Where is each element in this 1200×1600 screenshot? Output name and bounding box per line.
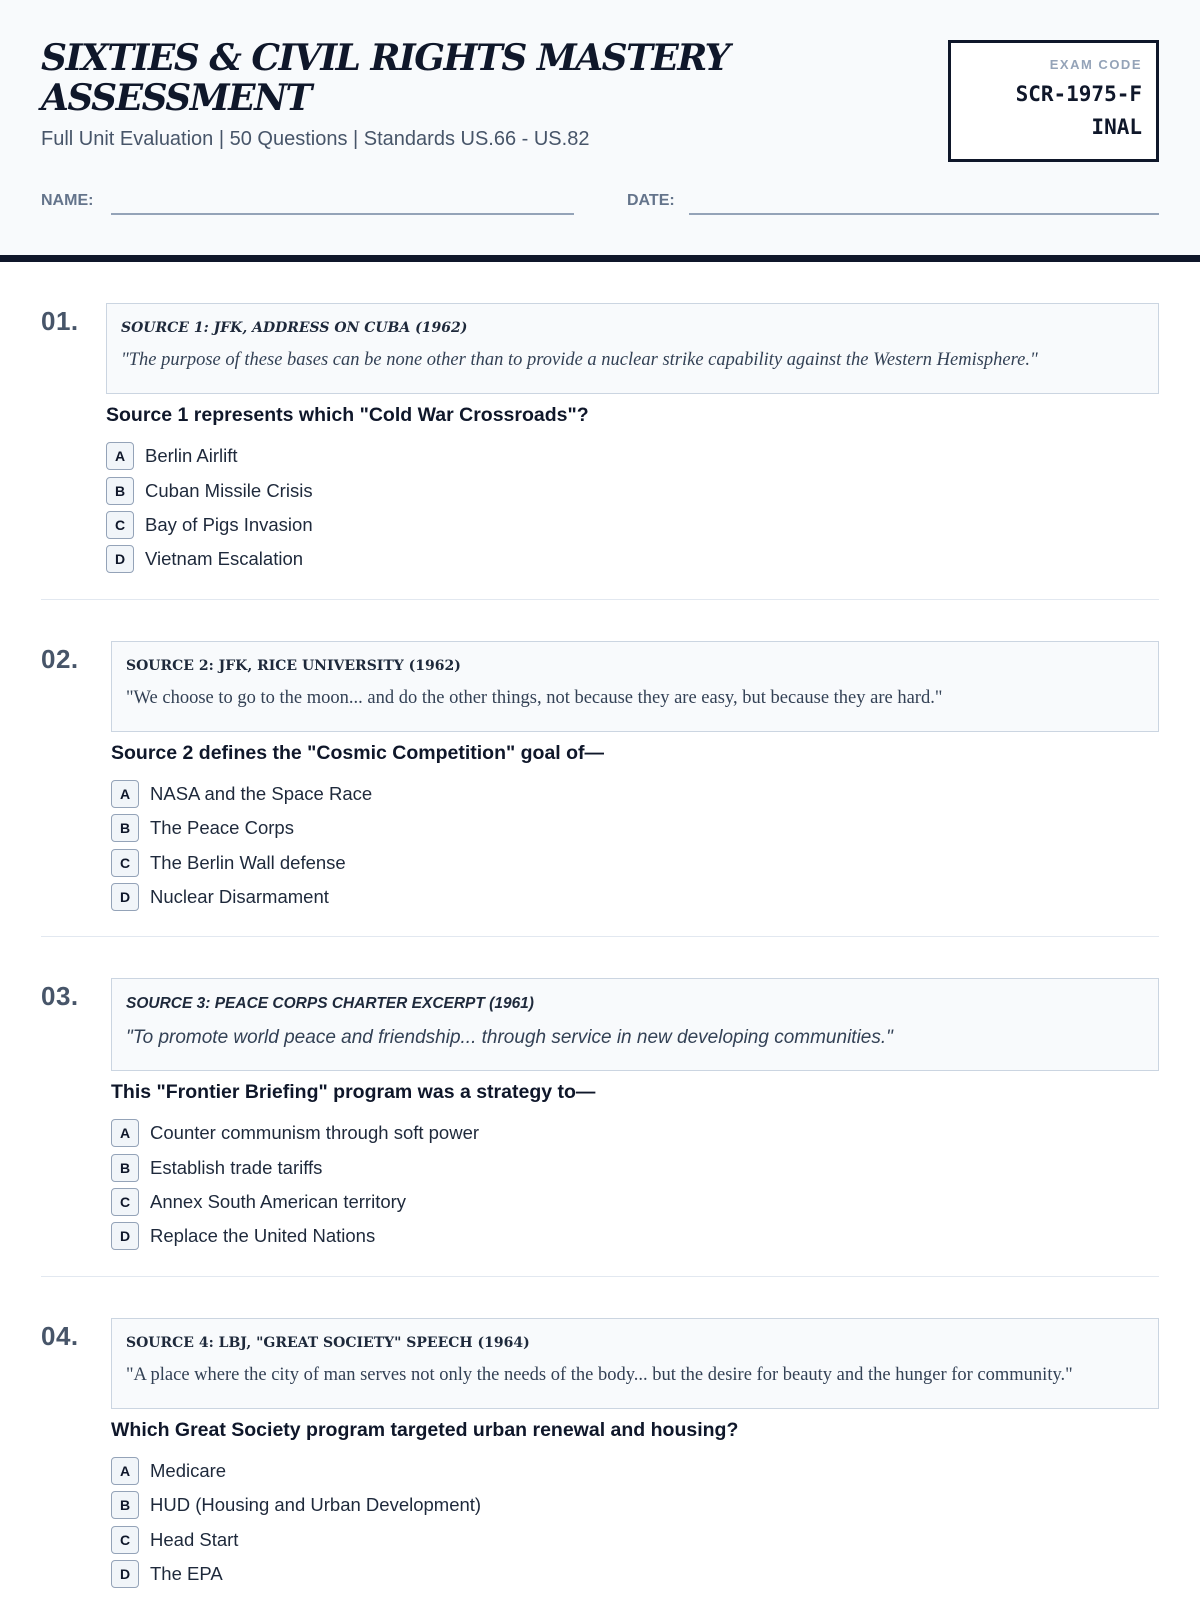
source-box bbox=[111, 978, 1159, 1071]
date-field[interactable] bbox=[689, 213, 1159, 215]
answer-option-c[interactable] bbox=[111, 1522, 1159, 1556]
option-text: Replace the United Nations bbox=[150, 1225, 376, 1247]
answer-option-a[interactable] bbox=[111, 1116, 1159, 1150]
source-quote: "A place where the city of man serves not only the needs of the body... but the desire for beauty and the hunger for community." bbox=[126, 1364, 1073, 1385]
answer-option-d[interactable] bbox=[111, 880, 1159, 914]
name-label: NAME: bbox=[41, 192, 94, 209]
option-letter[interactable]: B bbox=[111, 1154, 139, 1182]
option-letter[interactable]: D bbox=[111, 1560, 139, 1588]
answer-option-b[interactable] bbox=[111, 811, 1159, 845]
question-prompt: Source 2 defines the "Cosmic Competition" goal of— bbox=[111, 741, 605, 764]
option-letter[interactable]: B bbox=[106, 477, 134, 505]
answer-options bbox=[106, 439, 1159, 577]
question-prompt: This "Frontier Briefing" program was a strategy to— bbox=[111, 1081, 596, 1104]
answer-option-a[interactable] bbox=[106, 439, 1159, 473]
option-letter[interactable]: C bbox=[111, 849, 139, 877]
question-list bbox=[0, 262, 1200, 1600]
option-text: Cuban Missile Crisis bbox=[145, 479, 313, 501]
question-number: 04. bbox=[41, 1320, 79, 1351]
question-2 bbox=[41, 600, 1159, 938]
option-text: Head Start bbox=[150, 1528, 239, 1550]
answer-option-b[interactable] bbox=[106, 473, 1159, 507]
option-text: Nuclear Disarmament bbox=[150, 885, 329, 907]
answer-option-b[interactable] bbox=[111, 1151, 1159, 1185]
option-letter[interactable]: A bbox=[106, 442, 134, 470]
option-text: HUD (Housing and Urban Development) bbox=[150, 1494, 482, 1516]
question-number: 03. bbox=[41, 981, 79, 1012]
question-number: 02. bbox=[41, 643, 79, 674]
source-quote: "To promote world peace and friendship... through service in new developing communities." bbox=[126, 1027, 893, 1049]
option-text: Counter communism through soft power bbox=[150, 1122, 480, 1144]
exam-code-label: EXAM CODE bbox=[1049, 57, 1142, 72]
option-letter[interactable]: D bbox=[111, 883, 139, 911]
name-field[interactable] bbox=[111, 213, 574, 215]
option-text: NASA and the Space Race bbox=[150, 782, 373, 804]
option-text: Bay of Pigs Invasion bbox=[145, 513, 313, 535]
option-letter[interactable]: B bbox=[111, 1491, 139, 1519]
option-letter[interactable]: C bbox=[111, 1526, 139, 1554]
option-letter[interactable]: C bbox=[111, 1188, 139, 1216]
question-prompt: Which Great Society program targeted urban renewal and housing? bbox=[111, 1418, 739, 1441]
answer-option-a[interactable] bbox=[111, 777, 1159, 811]
source-title: SOURCE 1: JFK, ADDRESS ON CUBA (1962) bbox=[121, 320, 468, 336]
option-text: Vietnam Escalation bbox=[145, 548, 304, 570]
question-body bbox=[111, 600, 1159, 937]
answer-option-c[interactable] bbox=[106, 508, 1159, 542]
option-letter[interactable]: D bbox=[111, 1222, 139, 1250]
answer-option-d[interactable] bbox=[111, 1219, 1159, 1253]
question-number: 01. bbox=[41, 306, 79, 336]
question-prompt: Source 1 represents which "Cold War Crossroads"? bbox=[106, 404, 589, 426]
source-quote: "We choose to go to the moon... and do the other things, not because they are easy, but because they are hard." bbox=[126, 687, 943, 708]
option-text: Annex South American territory bbox=[150, 1191, 407, 1213]
question-4 bbox=[41, 1277, 1159, 1600]
source-title: SOURCE 4: LBJ, "GREAT SOCIETY" SPEECH (1964) bbox=[126, 1334, 530, 1351]
answer-option-c[interactable] bbox=[111, 1185, 1159, 1219]
question-3 bbox=[41, 937, 1159, 1277]
option-text: Establish trade tariffs bbox=[150, 1156, 323, 1178]
exam-code-value: SCR-1975-FINAL bbox=[1015, 82, 1142, 139]
option-text: The Berlin Wall defense bbox=[150, 851, 346, 873]
option-letter[interactable]: D bbox=[106, 545, 134, 573]
option-text: The Peace Corps bbox=[150, 817, 294, 839]
source-box bbox=[111, 1318, 1159, 1409]
question-1 bbox=[41, 262, 1159, 600]
exam-title: SIXTIES & CIVIL RIGHTS MASTERY ASSESSMENT bbox=[41, 37, 729, 119]
answer-option-b[interactable] bbox=[111, 1488, 1159, 1522]
source-title: SOURCE 2: JFK, RICE UNIVERSITY (1962) bbox=[126, 657, 461, 674]
answer-options bbox=[111, 777, 1159, 915]
option-text: Medicare bbox=[150, 1459, 227, 1481]
answer-options bbox=[111, 1116, 1159, 1254]
exam-subtitle: Full Unit Evaluation | 50 Questions | Standards US.66 - US.82 bbox=[41, 128, 590, 150]
source-title: SOURCE 3: PEACE CORPS CHARTER EXCERPT (1961) bbox=[126, 995, 534, 1013]
exam-code-box bbox=[948, 40, 1159, 162]
question-body bbox=[111, 937, 1159, 1276]
answer-options bbox=[111, 1454, 1159, 1592]
answer-option-d[interactable] bbox=[111, 1557, 1159, 1591]
option-text: The EPA bbox=[150, 1563, 223, 1585]
date-label: DATE: bbox=[627, 192, 675, 209]
answer-option-c[interactable] bbox=[111, 845, 1159, 879]
option-letter[interactable]: C bbox=[106, 511, 134, 539]
question-body bbox=[111, 1277, 1159, 1600]
question-body bbox=[106, 262, 1159, 599]
option-text: Berlin Airlift bbox=[145, 445, 238, 467]
option-letter[interactable]: A bbox=[111, 1457, 139, 1485]
answer-option-d[interactable] bbox=[106, 542, 1159, 576]
source-quote: "The purpose of these bases can be none other than to provide a nuclear strike capability against the Western Hemisphere." bbox=[121, 350, 1038, 370]
option-letter[interactable]: A bbox=[111, 1119, 139, 1147]
answer-option-a[interactable] bbox=[111, 1454, 1159, 1488]
source-box bbox=[111, 641, 1159, 732]
source-box bbox=[106, 303, 1159, 394]
option-letter[interactable]: A bbox=[111, 780, 139, 808]
option-letter[interactable]: B bbox=[111, 814, 139, 842]
exam-header bbox=[0, 0, 1200, 262]
name-date-row bbox=[41, 190, 1159, 216]
